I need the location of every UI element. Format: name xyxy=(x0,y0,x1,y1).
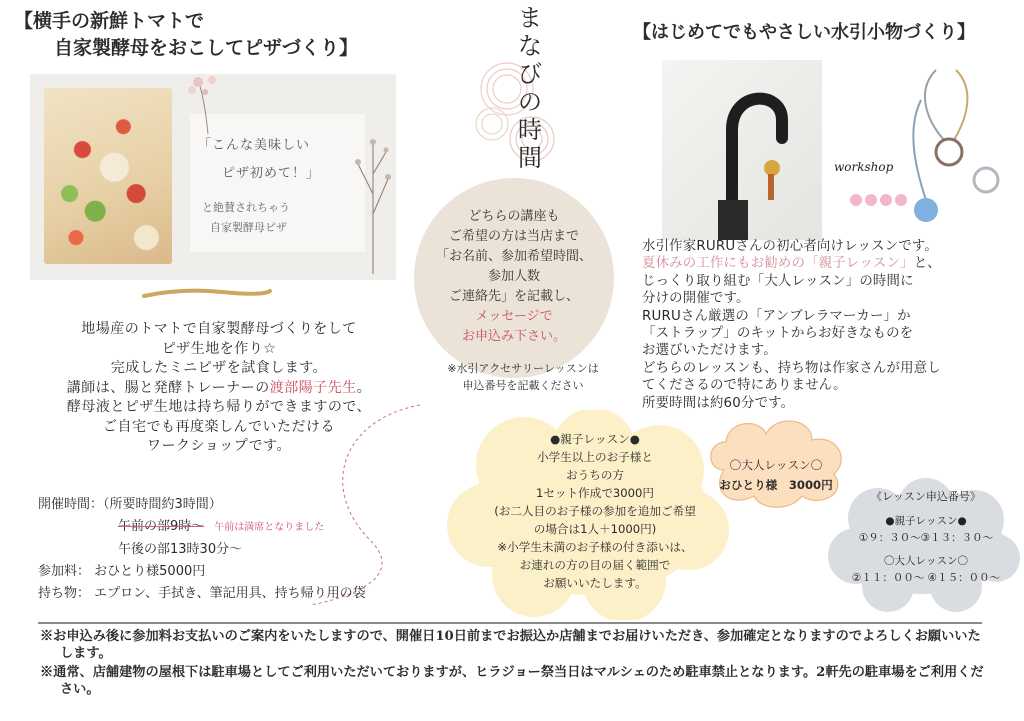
right-body-line2-post: と、 xyxy=(913,256,941,272)
pizza-image xyxy=(44,88,172,264)
adult-lesson-text xyxy=(706,455,846,495)
dried-flower-icon xyxy=(350,124,396,274)
left-body-line6: ご自宅でも再度楽しんでいただける xyxy=(103,418,335,435)
num-adult-times: ②１１：００～ ④１５：００～ xyxy=(851,572,1001,584)
lesson-number-title: 《レッスン申込番号》 xyxy=(871,490,981,503)
left-body-line2: ピザ生地を作り☆ xyxy=(161,340,277,357)
circle-line4: 参加人数 xyxy=(487,269,540,284)
flower-sprig-icon xyxy=(178,74,238,134)
child-lesson-title: ●親子レッスン● xyxy=(550,432,640,446)
num-adult-head: 〇大人レッスン〇 xyxy=(884,555,968,567)
schedule-morning-row xyxy=(38,516,366,539)
right-body-line7: お選びいただけます。 xyxy=(642,343,777,359)
schedule-info xyxy=(38,494,366,605)
left-body-line3: 完成したミニピザを試食します。 xyxy=(110,360,328,376)
quote-subtext xyxy=(202,198,290,238)
workshop-photo xyxy=(826,60,1006,238)
circle-line1: どちらの講座も xyxy=(468,209,560,224)
child-line5: の場合は1人＋1000円) xyxy=(533,522,657,536)
child-line4: (お二人目のお子様の参加を追加ご希望 xyxy=(494,504,696,518)
center-note-line1: ※水引アクセサリーレッスンは xyxy=(447,362,599,375)
mizuhiki-strap-icon xyxy=(826,60,1006,238)
quote-line2: ピザ初めて！」 xyxy=(222,166,321,181)
umbrella-photo xyxy=(662,60,822,240)
right-body-line4: 分けの開催です。 xyxy=(642,291,750,307)
right-body-line9: てくださるので特にありません。 xyxy=(642,378,847,394)
center-title: まなびの時間 xyxy=(518,4,542,172)
left-body-line1: 地場産のトマトで自家製酵母づくりをして xyxy=(81,321,357,337)
child-line1: 小学生以上のお子様と xyxy=(537,450,653,464)
quote-sub-line2: 自家製酵母ピザ xyxy=(210,221,287,234)
num-child-head: ●親子レッスン● xyxy=(885,515,967,527)
right-body-line5: RURUさん厳選の「アンブレラマーカー」か xyxy=(642,308,911,324)
items-label: 持ち物： xyxy=(38,586,91,601)
lesson-number-text xyxy=(846,488,1006,587)
right-body-line6: 「ストラップ」のキットからお好きなものを xyxy=(642,326,914,342)
teacher-name: 渡部陽子先生 xyxy=(269,379,357,396)
adult-lesson-title: 〇大人レッスン〇 xyxy=(729,458,823,472)
circle-line7: お申込み下さい。 xyxy=(461,329,566,344)
right-body-line1: 水引作家RURUさんの初心者向けレッスンです。 xyxy=(642,239,939,254)
child-line6: ※小学生未満のお子様の付き添いは、 xyxy=(497,540,693,554)
workshop-label: workshop xyxy=(834,160,894,174)
fee-row xyxy=(38,561,366,583)
num-child-times: ①９：３０～③１３：３０～ xyxy=(858,532,994,544)
items-row xyxy=(38,583,366,605)
schedule-afternoon: 午後の部13時30分～ xyxy=(118,542,243,557)
right-body-line2-pink: 夏休みの工作にもお勧めの「親子レッスン」 xyxy=(642,256,914,272)
right-body-line2 xyxy=(642,255,1017,272)
child-lesson-text xyxy=(478,430,712,592)
quote-text xyxy=(198,132,358,188)
child-line3: 1セット作成で3000円 xyxy=(535,486,655,500)
right-description xyxy=(642,238,1017,412)
gold-brush-stroke xyxy=(142,286,272,302)
left-body-line4-pre: 講師は、腸と発酵トレーナーの xyxy=(66,379,270,396)
center-note-line2: 申込番号を記載ください xyxy=(462,379,584,392)
center-note xyxy=(418,360,628,394)
left-body-line5: 酵母液とピザ生地は持ち帰りができますので、 xyxy=(66,399,372,415)
quote-sub-line1: と絶賛されちゃう xyxy=(202,201,290,214)
pizza-photo xyxy=(30,74,396,280)
footer-notes xyxy=(40,628,990,698)
left-body-line7: ワークショップです。 xyxy=(146,438,292,454)
footer-divider xyxy=(38,622,982,624)
child-line2: おうちの方 xyxy=(566,468,624,482)
right-body-line10: 所要時間は約60分です。 xyxy=(642,395,795,411)
morning-full-notice: 午前は満席となりました xyxy=(214,522,325,533)
umbrella-icon xyxy=(662,60,822,240)
child-line8: お願いいたします。 xyxy=(543,576,647,590)
right-body-line3: じっくり取り組む「大人レッスン」の時間に xyxy=(642,273,914,289)
right-title: 【はじめてでもやさしい水引小物づくり】 xyxy=(633,22,975,43)
left-body-line4-post: 。 xyxy=(356,379,372,396)
left-title-line2: 自家製酵母をおこしてピザづくり】 xyxy=(54,37,359,59)
circle-line3: 「お名前、参加希望時間、 xyxy=(435,249,592,264)
child-line7: お連れの方の目の届く範囲で xyxy=(519,558,671,572)
footer-note2: ※通常、店舗建物の屋根下は駐車場としてご利用いただいておりますが、ヒラジョー祭当日はマルシェのため駐車禁止となります。2軒先の駐車場をご利用ください。 xyxy=(40,665,984,697)
quote-line1: 「こんな美味しい xyxy=(198,138,311,153)
fee-label: 参加料： xyxy=(38,564,91,579)
footer-note1: ※お申込み後に参加料お支払いのご案内をいたしますので、開催日10日前までお振込か店舗までお届けいただき、参加確定となりますのでよろしくお願いいたします。 xyxy=(40,629,981,661)
left-body-line4 xyxy=(14,379,424,399)
right-body-line8: どちらのレッスンも、持ち物は作家さんが用意し xyxy=(642,360,941,376)
schedule-time-label: 開催時間：（所要時間約3時間） xyxy=(38,497,222,512)
left-title-line1: 【横手の新鮮トマトで xyxy=(14,10,205,32)
circle-line6: メッセージで xyxy=(475,309,553,324)
adult-lesson-price: おひとり様 3000円 xyxy=(719,478,833,492)
schedule-morning: 午前の部9時～ xyxy=(118,519,205,534)
left-title xyxy=(14,8,414,62)
items-value: エプロン、手拭き、筆記用具、持ち帰り用の袋 xyxy=(94,586,366,601)
fee-value: おひとり様5000円 xyxy=(94,564,206,579)
circle-line2: ご希望の方は当店まで xyxy=(448,229,579,244)
circle-line5: ご連絡先」を記載し、 xyxy=(448,289,579,304)
center-circle-text xyxy=(414,207,614,347)
